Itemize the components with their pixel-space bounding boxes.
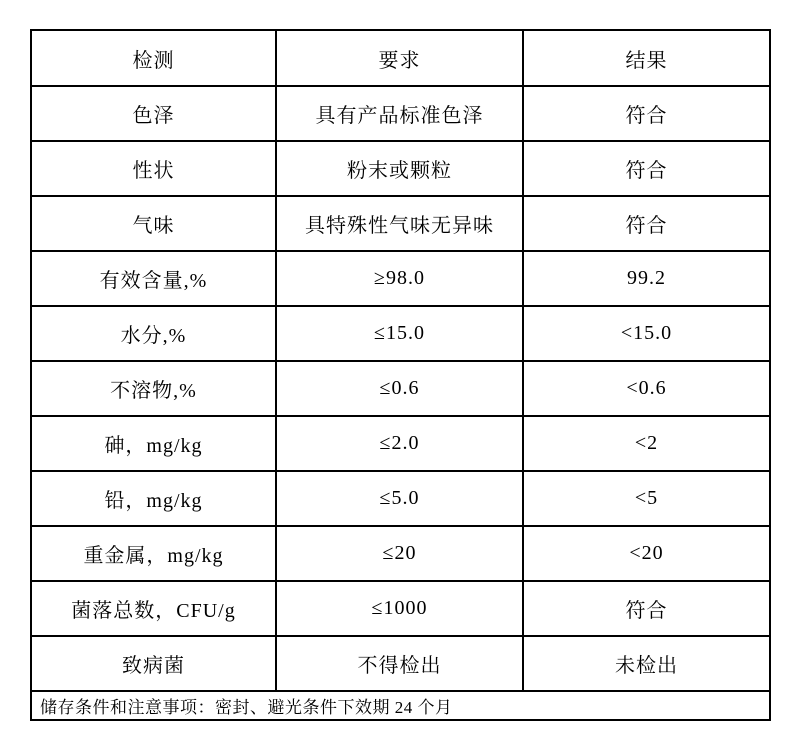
cell-requirement: ≤20 [276, 526, 523, 581]
table-row [31, 86, 770, 141]
cell-result: <20 [523, 526, 770, 581]
cell-result: <0.6 [523, 361, 770, 416]
cell-requirement: 具有产品标准色泽 [276, 86, 523, 141]
table-row [31, 141, 770, 196]
table-row [31, 471, 770, 526]
storage-conditions-note: 储存条件和注意事项：密封、避光条件下效期 24 个月 [31, 691, 770, 720]
footer-row [31, 691, 770, 720]
cell-requirement: ≤1000 [276, 581, 523, 636]
cell-result: 符合 [523, 141, 770, 196]
cell-test: 菌落总数，CFU/g [31, 581, 276, 636]
cell-requirement: 不得检出 [276, 636, 523, 691]
inspection-table [30, 29, 771, 721]
header-cell-test: 检测 [31, 30, 276, 86]
table-row [31, 636, 770, 691]
cell-requirement: ≤2.0 [276, 416, 523, 471]
table-row [31, 581, 770, 636]
table-row [31, 196, 770, 251]
cell-result: <2 [523, 416, 770, 471]
cell-requirement: 粉末或颗粒 [276, 141, 523, 196]
header-row [31, 30, 770, 86]
cell-test: 气味 [31, 196, 276, 251]
header-cell-result: 结果 [523, 30, 770, 86]
cell-test: 砷，mg/kg [31, 416, 276, 471]
table-row [31, 416, 770, 471]
cell-result: 符合 [523, 581, 770, 636]
cell-test: 色泽 [31, 86, 276, 141]
cell-result: 符合 [523, 86, 770, 141]
table-row [31, 526, 770, 581]
cell-result: 99.2 [523, 251, 770, 306]
cell-test: 水分,% [31, 306, 276, 361]
cell-requirement: ≤0.6 [276, 361, 523, 416]
table-row [31, 306, 770, 361]
cell-result: 未检出 [523, 636, 770, 691]
cell-test: 铅，mg/kg [31, 471, 276, 526]
cell-test: 有效含量,% [31, 251, 276, 306]
cell-result: <15.0 [523, 306, 770, 361]
header-cell-requirement: 要求 [276, 30, 523, 86]
cell-test: 致病菌 [31, 636, 276, 691]
cell-result: <5 [523, 471, 770, 526]
cell-test: 不溶物,% [31, 361, 276, 416]
cell-test: 重金属，mg/kg [31, 526, 276, 581]
table-row [31, 251, 770, 306]
cell-requirement: ≥98.0 [276, 251, 523, 306]
cell-requirement: ≤15.0 [276, 306, 523, 361]
cell-requirement: 具特殊性气味无异味 [276, 196, 523, 251]
cell-test: 性状 [31, 141, 276, 196]
cell-requirement: ≤5.0 [276, 471, 523, 526]
table-row [31, 361, 770, 416]
cell-result: 符合 [523, 196, 770, 251]
